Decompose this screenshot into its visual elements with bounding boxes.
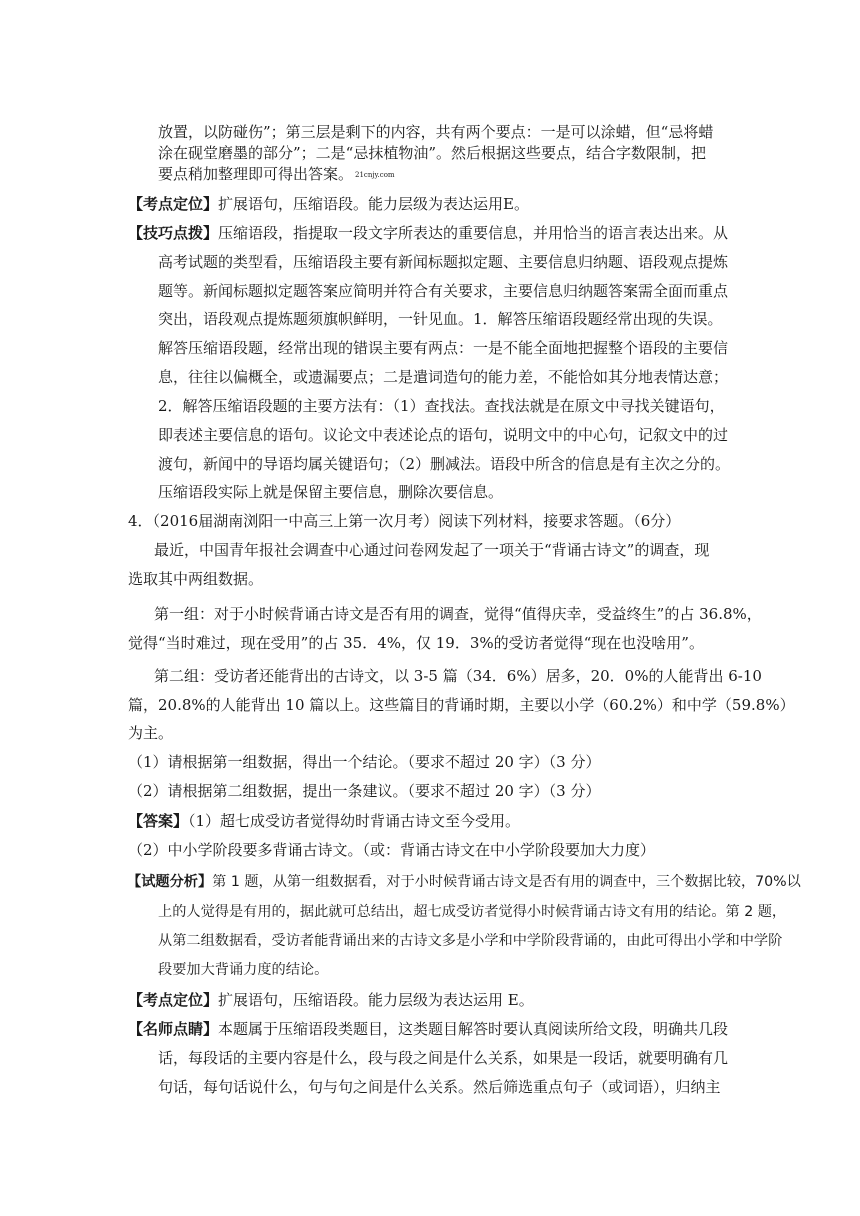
analysis-line-2: 从第二组数据看，受访者能背诵出来的古诗文多是小学和中学阶段背诵的，由此可得出小学和中学阶 — [158, 933, 783, 949]
jiqiao-first — [128, 223, 728, 243]
kaodian-2 — [128, 990, 534, 1010]
q4-para3-line2: 篇，20.8%的人能背出 10 篇以上。这些篇目的背诵时期，主要以小学（60.2%）和中学（59.8%） — [128, 696, 795, 714]
intro-line-3 — [158, 164, 395, 185]
intro-line-1: 放置，以防碰伤”；第三层是剩下的内容，共有两个要点：一是可以涂蜡，但“忌将蜡 — [158, 123, 714, 141]
q4-para1-line2: 选取其中两组数据。 — [128, 570, 264, 588]
watermark: 21cnjy.com — [355, 171, 395, 179]
kaodian-1 — [128, 194, 529, 214]
jiqiao-line-5: 息，往往以偏概全，或遗漏要点；二是遣词造句的能力差，不能恰如其分地表情达意； — [158, 368, 729, 386]
jiqiao-line-4: 解答压缩语段题，经常出现的错误主要有两点：一是不能全面地把握整个语段的主要信 — [158, 339, 729, 357]
answer-line-1-text: （1）超七成受访者觉得幼时背诵古诗文至今受用。 — [188, 812, 521, 830]
analysis-first-text: 第 1 题，从第一组数据看，对于小时候背诵古诗文是否有用的调查中，三个数据比较，70%以 — [212, 874, 801, 890]
jiqiao-line-2: 题等。新闻标题拟定题答案应简明并符合有关要求，主要信息归纳题答案需全面而重点 — [158, 282, 729, 300]
answer-line-1 — [128, 811, 520, 831]
jiqiao-tag: 【技巧点拨】 — [128, 224, 219, 242]
q4-para3-line1: 第二组：受访者还能背出的古诗文，以 3-5 篇（34．6%）居多，20．0%的人能背出 6-10 — [154, 667, 762, 685]
kaodian-2-tag: 【考点定位】 — [128, 991, 219, 1009]
mingshi-tag: 【名师点睛】 — [128, 1020, 219, 1038]
kaodian-1-text: 扩展语句，压缩语段。能力层级为表达运用E。 — [218, 195, 529, 213]
q4-sub1: （1）请根据第一组数据，得出一个结论。（要求不超过 20 字）（3 分） — [128, 753, 601, 771]
jiqiao-line-8: 渡句，新闻中的导语均属关键语句；（2）删减法。语段中所含的信息是有主次之分的。 — [158, 455, 731, 473]
answer-tag: 【答案】 — [128, 812, 189, 830]
mingshi-first-text: 本题属于压缩语段类题目，这类题目解答时要认真阅读所给文段，明确共几段 — [218, 1020, 729, 1038]
mingshi-first — [128, 1019, 728, 1039]
jiqiao-line-3: 突出，语段观点提炼题须旗帜鲜明，一针见血。1．解答压缩语段题经常出现的失误。 — [158, 310, 723, 328]
kaodian-2-text: 扩展语句，压缩语段。能力层级为表达运用 E。 — [218, 991, 534, 1009]
q4-sub2: （2）请根据第二组数据，提出一条建议。（要求不超过 20 字）（3 分） — [128, 782, 601, 800]
q4-para2-line1: 第一组：对于小时候背诵古诗文是否有用的调查，觉得“值得庆幸，受益终生”的占 36.8%， — [154, 605, 762, 623]
jiqiao-line-6: 2．解答压缩语段题的主要方法有：（1）查找法。查找法就是在原文中寻找关键语句， — [158, 397, 725, 415]
intro-line-3-text: 要点稍加整理即可得出答案。 — [158, 165, 354, 183]
jiqiao-first-text: 压缩语段，指提取一段文字所表达的重要信息，并用恰当的语言表达出来。从 — [218, 224, 729, 242]
mingshi-line-2: 句话，每句话说什么，句与句之间是什么关系。然后筛选重点句子（或词语），归纳主 — [158, 1078, 721, 1096]
analysis-first — [127, 872, 801, 892]
jiqiao-line-7: 即表述主要信息的语句。议论文中表述论点的语句，说明文中的中心句，记叙文中的过 — [158, 426, 729, 444]
q4-para1-line1: 最近，中国青年报社会调查中心通过问卷网发起了一项关于“背诵古诗文”的调查，现 — [154, 541, 710, 559]
intro-line-2: 涂在砚堂磨墨的部分”；二是“忌抹植物油”。然后根据这些要点，结合字数限制，把 — [158, 144, 707, 162]
jiqiao-line-9: 压缩语段实际上就是保留主要信息，删除次要信息。 — [158, 483, 504, 501]
answer-line-2: （2）中小学阶段要多背诵古诗文。（或：背诵古诗文在中小学阶段要加大力度） — [128, 841, 656, 859]
q4-header: 4．（2016届湖南浏阳一中高三上第一次月考）阅读下列材料，接要求答题。（6分） — [128, 512, 681, 530]
q4-para2-line2: 觉得“当时难过，现在受用”的占 35．4%，仅 19．3%的受访者觉得“现在也没啥用”。 — [128, 634, 704, 652]
kaodian-1-tag: 【考点定位】 — [128, 195, 219, 213]
jiqiao-line-1: 高考试题的类型看，压缩语段主要有新闻标题拟定题、主要信息归纳题、语段观点提炼 — [158, 253, 729, 271]
analysis-line-3: 段要加大背诵力度的结论。 — [158, 962, 329, 978]
analysis-tag: 【试题分析】 — [127, 874, 213, 890]
mingshi-line-1: 话，每段话的主要内容是什么，段与段之间是什么关系，如果是一段话，就要明确有几 — [158, 1049, 729, 1067]
analysis-line-1: 上的人觉得是有用的，据此就可总结出，超七成受访者觉得小时候背诵古诗文有用的结论。第 2 题， — [158, 904, 787, 920]
q4-para3-line3: 为主。 — [128, 724, 174, 742]
